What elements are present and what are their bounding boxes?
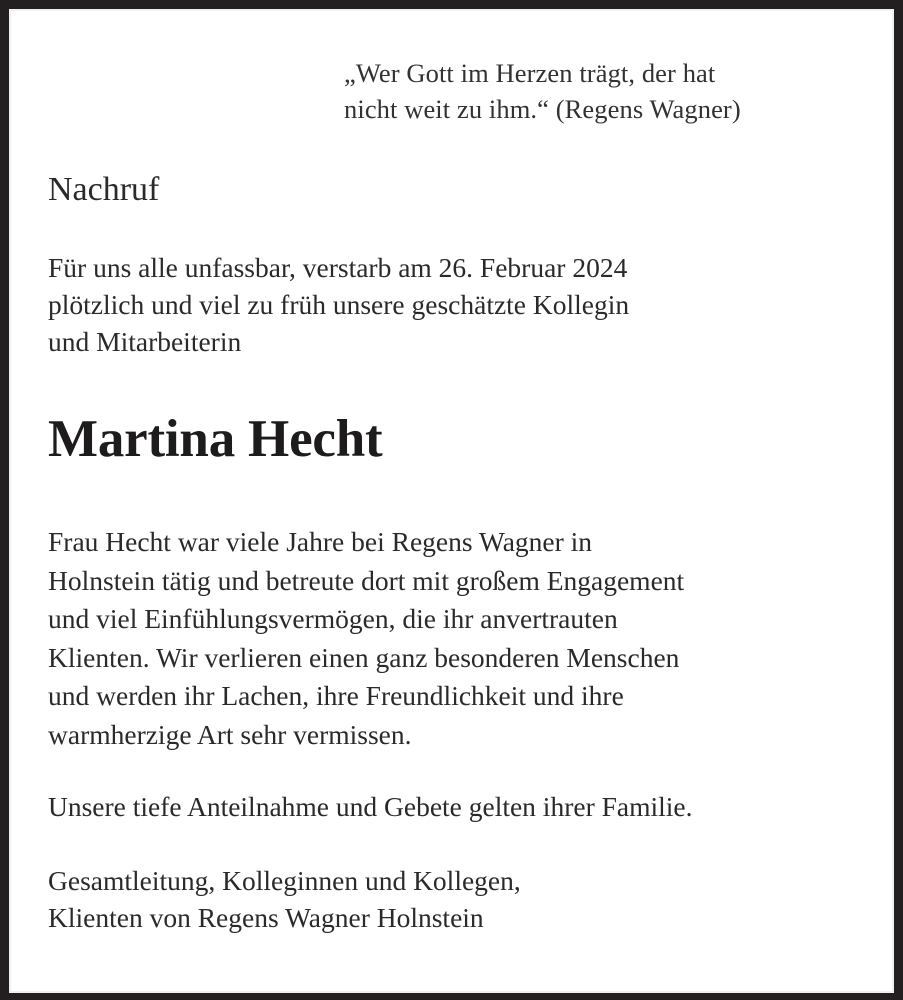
- tribute-line: Holnstein tätig und betreute dort mit großem Engagement: [48, 564, 685, 596]
- intro-line: und Mitarbeiterin: [48, 326, 242, 357]
- intro-paragraph: [48, 249, 858, 360]
- tribute-paragraph: [48, 523, 858, 754]
- epitaph-quote-line: nicht weit zu ihm.“ (Regens Wagner): [344, 94, 741, 124]
- epitaph-quote-line: „Wer Gott im Herzen trägt, der hat: [344, 58, 716, 88]
- tribute-line: Frau Hecht war viele Jahre bei Regens Wagner in: [48, 526, 593, 557]
- mourning-frame-bottom: [0, 993, 903, 1000]
- intro-line: Für uns alle unfassbar, verstarb am 26. Februar 2024: [48, 252, 628, 283]
- page-title: Nachruf: [48, 171, 160, 208]
- epitaph-quote: [344, 55, 858, 127]
- tribute-line: und werden ihr Lachen, ihre Freundlichkeit und ihre: [48, 680, 624, 711]
- tribute-line: warmherzige Art sehr vermissen.: [48, 718, 412, 750]
- signature-line: Klienten von Regens Wagner Holnstein: [48, 902, 484, 933]
- mourning-frame-left: [0, 0, 9, 1000]
- notice-content: [9, 9, 894, 993]
- intro-line: plötzlich und viel zu früh unsere geschätzte Kollegin: [48, 289, 630, 320]
- tribute-line: und viel Einfühlungsvermögen, die ihr anvertrauten: [48, 603, 618, 634]
- signature-line: Gesamtleitung, Kolleginnen und Kollegen,: [48, 865, 521, 896]
- mourning-frame-top: [0, 0, 903, 9]
- tribute-line: Klienten. Wir verlieren einen ganz besonderen Menschen: [48, 641, 680, 673]
- condolence-line: Unsere tiefe Anteilnahme und Gebete gelten ihrer Familie.: [48, 791, 693, 822]
- deceased-name: Martina Hecht: [48, 410, 383, 468]
- signature-block: [48, 862, 858, 936]
- mourning-frame-right: [894, 0, 903, 1000]
